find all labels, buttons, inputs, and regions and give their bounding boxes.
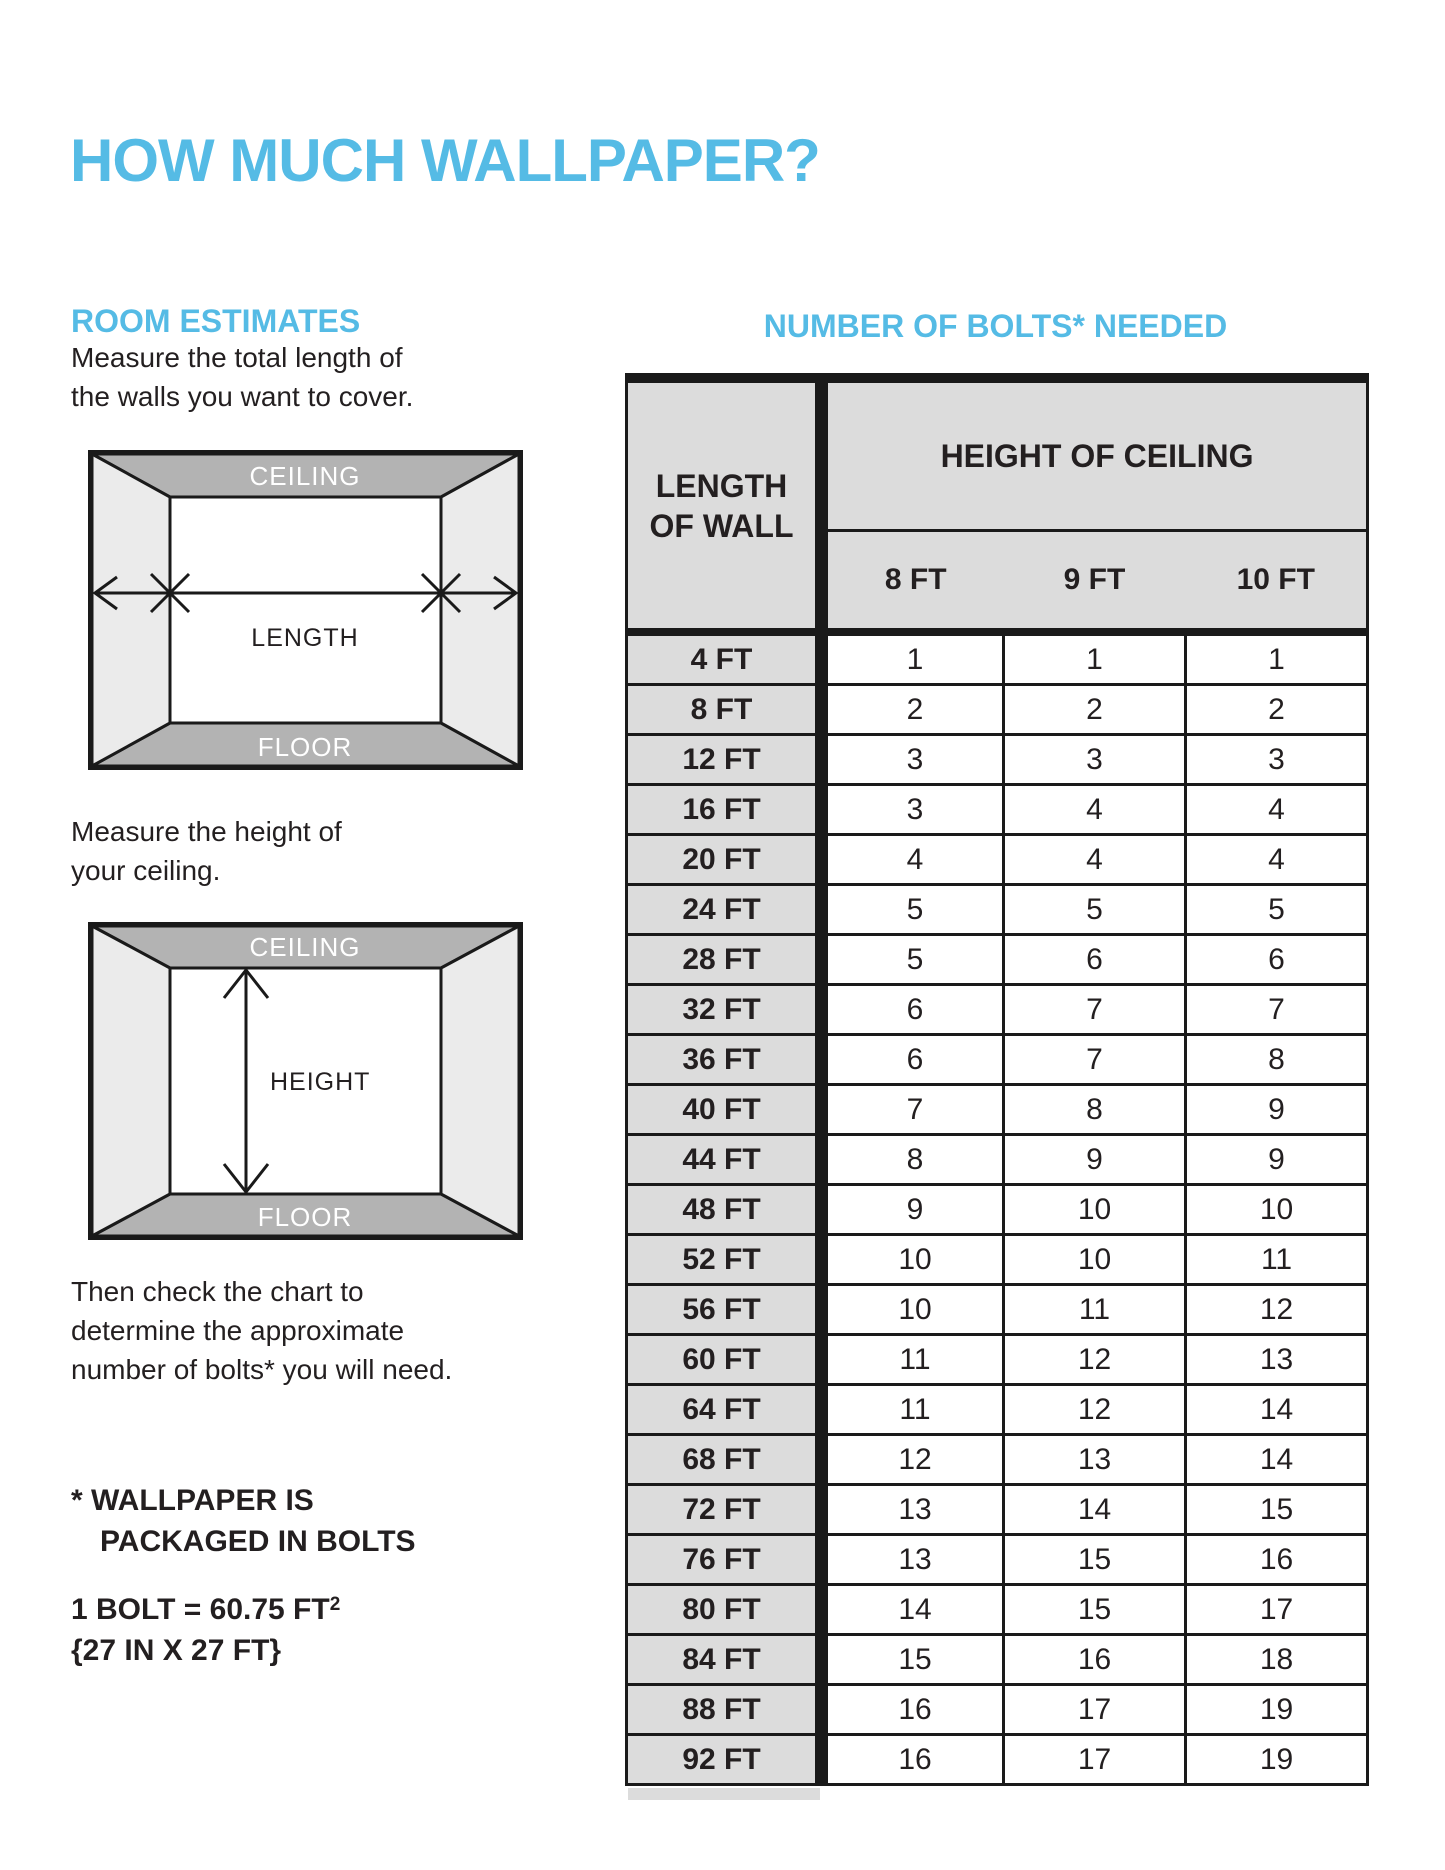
bolt-count-cell: 6 [1186, 935, 1368, 985]
wall-length-label: 88 FT [627, 1685, 822, 1735]
col-header-10ft: 10 FT [1186, 531, 1368, 633]
wall-length-label: 76 FT [627, 1535, 822, 1585]
table-row [627, 1085, 1368, 1135]
wall-length-label: 80 FT [627, 1585, 822, 1635]
bolt-count-cell: 15 [1004, 1585, 1186, 1635]
bolt-footnote [71, 1480, 416, 1562]
table-row [627, 785, 1368, 835]
wall-length-label: 40 FT [627, 1085, 822, 1135]
wall-length-label: 52 FT [627, 1235, 822, 1285]
bolt-count-cell: 9 [1004, 1135, 1186, 1185]
bolt-count-cell: 18 [1186, 1635, 1368, 1685]
bolt-count-cell: 13 [1004, 1435, 1186, 1485]
bolt-count-cell: 14 [1186, 1385, 1368, 1435]
table-row [627, 1285, 1368, 1335]
table-row [627, 1235, 1368, 1285]
wall-length-label: 32 FT [627, 985, 822, 1035]
bolt-count-cell: 3 [1004, 735, 1186, 785]
table-row [627, 1485, 1368, 1535]
bolt-count-cell: 11 [1186, 1235, 1368, 1285]
room-height-diagram [88, 922, 523, 1240]
wall-length-label: 36 FT [627, 1035, 822, 1085]
text-line: number of bolts* you will need. [71, 1354, 453, 1385]
table-row [627, 885, 1368, 935]
bolt-count-cell: 1 [1186, 632, 1368, 685]
length-instruction-text [71, 338, 413, 416]
bolt-count-cell: 11 [1004, 1285, 1186, 1335]
wall-length-label: 84 FT [627, 1635, 822, 1685]
wall-length-label: 24 FT [627, 885, 822, 935]
bolt-count-cell: 2 [822, 685, 1004, 735]
left-wall-face [92, 926, 170, 1236]
bolt-count-cell: 17 [1004, 1685, 1186, 1735]
bolt-count-cell: 16 [1186, 1535, 1368, 1585]
text-line: Measure the total length of [71, 342, 403, 373]
bolt-count-cell: 17 [1186, 1585, 1368, 1635]
bolt-count-cell: 17 [1004, 1735, 1186, 1785]
bolt-dimensions: {27 IN X 27 FT} [71, 1634, 282, 1667]
bolt-count-cell: 5 [822, 935, 1004, 985]
bolt-count-cell: 12 [822, 1435, 1004, 1485]
table-row [627, 735, 1368, 785]
bolt-count-cell: 3 [1186, 735, 1368, 785]
wall-length-label: 64 FT [627, 1385, 822, 1435]
table-row [627, 835, 1368, 885]
length-of-wall-header: LENGTH OF WALL [627, 378, 822, 632]
bolt-count-cell: 14 [1004, 1485, 1186, 1535]
left-wall-face [92, 454, 170, 766]
bolt-count-cell: 16 [1004, 1635, 1186, 1685]
height-label: HEIGHT [270, 1068, 371, 1096]
bolts-table [625, 373, 1369, 1786]
bolt-count-cell: 15 [1186, 1485, 1368, 1535]
table-row [627, 1735, 1368, 1785]
bolt-count-cell: 8 [1186, 1035, 1368, 1085]
height-of-ceiling-header: HEIGHT OF CEILING [822, 378, 1368, 531]
bolt-count-cell: 12 [1004, 1335, 1186, 1385]
room-estimates-heading: ROOM ESTIMATES [71, 302, 361, 339]
height-instruction-text [71, 812, 342, 890]
table-row [627, 632, 1368, 685]
bolt-count-cell: 3 [822, 785, 1004, 835]
wall-length-label: 60 FT [627, 1335, 822, 1385]
table-row [627, 1335, 1368, 1385]
wall-length-label: 92 FT [627, 1735, 822, 1785]
bolt-count-cell: 13 [1186, 1335, 1368, 1385]
bolt-count-cell: 10 [1004, 1185, 1186, 1235]
bolt-count-cell: 9 [1186, 1135, 1368, 1185]
text-line: Then check the chart to [71, 1276, 364, 1307]
right-wall-face [441, 454, 519, 766]
wall-length-label: 56 FT [627, 1285, 822, 1335]
col-header-9ft: 9 FT [1004, 531, 1186, 633]
room-length-diagram [88, 450, 523, 770]
bolt-count-cell: 19 [1186, 1685, 1368, 1735]
bolt-count-cell: 8 [822, 1135, 1004, 1185]
bolt-count-cell: 7 [1004, 985, 1186, 1035]
bolt-count-cell: 7 [1004, 1035, 1186, 1085]
bolt-equation: 1 BOLT = 60.75 $FT^2$ [71, 1593, 341, 1626]
bolt-count-cell: 7 [1186, 985, 1368, 1035]
bolt-count-cell: 16 [822, 1685, 1004, 1735]
bolt-count-cell: 5 [822, 885, 1004, 935]
bolt-count-cell: 7 [822, 1085, 1004, 1135]
bolt-count-cell: 5 [1004, 885, 1186, 935]
table-row [627, 1685, 1368, 1735]
bolt-count-cell: 10 [1186, 1185, 1368, 1235]
bolt-count-cell: 15 [1004, 1535, 1186, 1585]
table-row [627, 685, 1368, 735]
bolt-count-cell: 4 [822, 835, 1004, 885]
wall-length-label: 20 FT [627, 835, 822, 885]
squared-superscript: 2 [329, 1594, 341, 1615]
page-title: HOW MUCH WALLPAPER? [70, 127, 820, 195]
bolt-count-cell: 13 [822, 1485, 1004, 1535]
bolt-count-cell: 8 [1004, 1085, 1186, 1135]
right-wall-face [441, 926, 519, 1236]
back-wall-face [170, 497, 441, 723]
bolt-count-cell: 4 [1186, 835, 1368, 885]
bolt-count-cell: 4 [1186, 785, 1368, 835]
wall-length-label: 16 FT [627, 785, 822, 835]
bolt-count-cell: 12 [1004, 1385, 1186, 1435]
text-line: your ceiling. [71, 855, 221, 886]
wall-length-label: 12 FT [627, 735, 822, 785]
wall-length-label: 8 FT [627, 685, 822, 735]
col-header-8ft: 8 FT [822, 531, 1004, 633]
bolt-count-cell: 10 [822, 1235, 1004, 1285]
bolts-needed-heading: NUMBER OF BOLTS* NEEDED [763, 307, 1228, 344]
bolt-count-cell: 14 [822, 1585, 1004, 1635]
bolt-count-cell: 6 [822, 1035, 1004, 1085]
ceiling-label: CEILING [249, 932, 361, 962]
bolt-size-info [71, 1584, 340, 1671]
bolt-count-cell: 9 [822, 1185, 1004, 1235]
table-row [627, 1535, 1368, 1585]
length-label: LENGTH [251, 624, 359, 652]
table-body [627, 632, 1368, 1785]
bolt-count-cell: 2 [1186, 685, 1368, 735]
table-row [627, 1035, 1368, 1085]
bolt-count-cell: 6 [1004, 935, 1186, 985]
table-row [627, 985, 1368, 1035]
footnote-line: * WALLPAPER IS [71, 1484, 314, 1517]
floor-label: FLOOR [257, 1202, 353, 1232]
bolt-count-cell: 4 [1004, 785, 1186, 835]
table-bottom-tab [628, 1788, 820, 1800]
bolt-count-cell: 1 [1004, 632, 1186, 685]
ceiling-label: CEILING [249, 461, 361, 491]
table-row [627, 1385, 1368, 1435]
bolt-count-cell: 11 [822, 1385, 1004, 1435]
text-line: the walls you want to cover. [71, 381, 414, 412]
table-row [627, 1135, 1368, 1185]
wall-length-label: 44 FT [627, 1135, 822, 1185]
bolt-count-cell: 10 [1004, 1235, 1186, 1285]
wall-length-label: 4 FT [627, 632, 822, 685]
wall-length-label: 48 FT [627, 1185, 822, 1235]
floor-label: FLOOR [257, 732, 353, 762]
text-line: determine the approximate [71, 1315, 405, 1346]
bolt-count-cell: 10 [822, 1285, 1004, 1335]
bolt-count-cell: 19 [1186, 1735, 1368, 1785]
bolt-count-cell: 1 [822, 632, 1004, 685]
bolt-count-cell: 11 [822, 1335, 1004, 1385]
bolt-count-cell: 15 [822, 1635, 1004, 1685]
bolt-count-cell: 3 [822, 735, 1004, 785]
bolt-count-cell: 2 [1004, 685, 1186, 735]
table-row [627, 935, 1368, 985]
table-row [627, 1435, 1368, 1485]
bolt-count-cell: 9 [1186, 1085, 1368, 1135]
table-row [627, 1185, 1368, 1235]
chart-instruction-text [71, 1272, 452, 1389]
bolt-count-cell: 14 [1186, 1435, 1368, 1485]
bolt-count-cell: 12 [1186, 1285, 1368, 1335]
footnote-line: PACKAGED IN BOLTS [100, 1525, 416, 1558]
bolt-count-cell: 4 [1004, 835, 1186, 885]
wall-length-label: 72 FT [627, 1485, 822, 1535]
bolt-count-cell: 16 [822, 1735, 1004, 1785]
bolt-count-cell: 6 [822, 985, 1004, 1035]
wall-length-label: 28 FT [627, 935, 822, 985]
table-row [627, 1635, 1368, 1685]
wall-length-label: 68 FT [627, 1435, 822, 1485]
bolt-count-cell: 5 [1186, 885, 1368, 935]
table-row [627, 1585, 1368, 1635]
bolt-count-cell: 13 [822, 1535, 1004, 1585]
text-line: Measure the height of [71, 816, 342, 847]
